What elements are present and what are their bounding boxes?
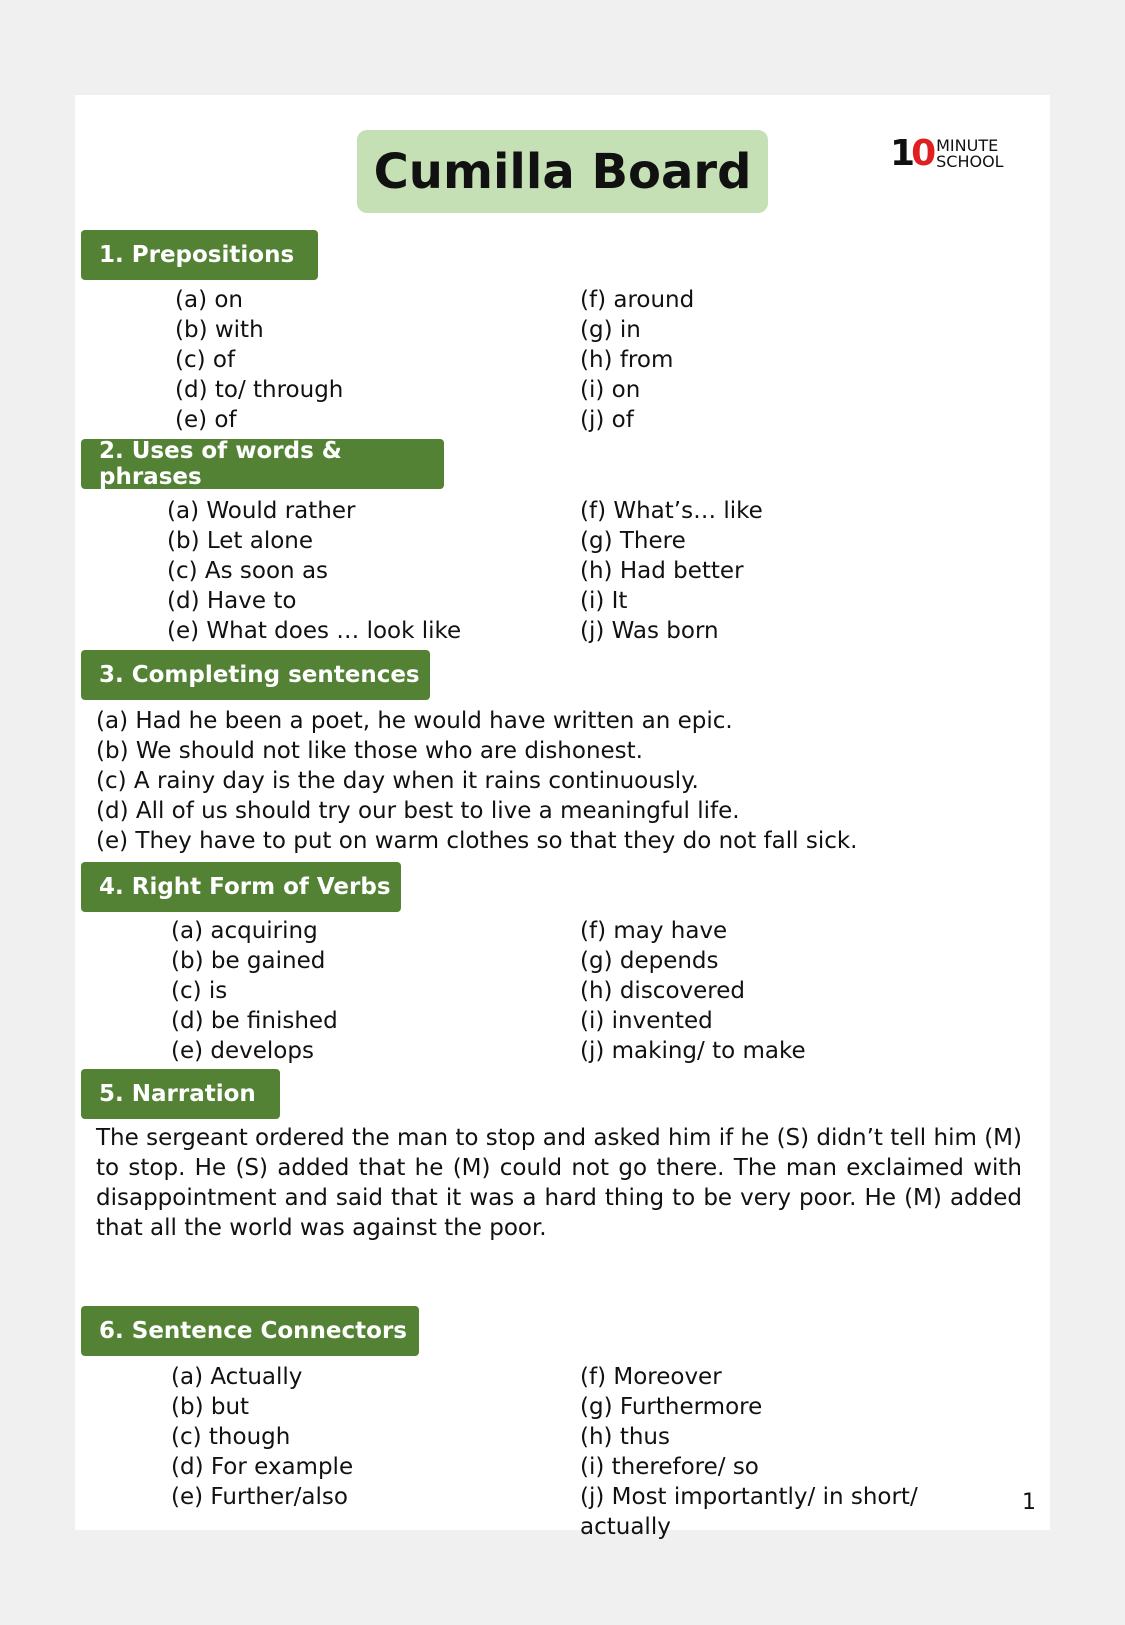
section-heading-narration: 5. Narration xyxy=(81,1069,280,1119)
section-heading-completing-sentences: 3. Completing sentences xyxy=(81,650,430,700)
list-item: (e) develops xyxy=(171,1038,314,1064)
section-heading-right-form-of-verbs: 4. Right Form of Verbs xyxy=(81,862,401,912)
verbs-right-list xyxy=(580,916,806,1066)
list-item: (e) of xyxy=(175,407,237,433)
list-item: (j) of xyxy=(580,407,634,433)
list-item: (b) but xyxy=(171,1394,250,1420)
list-item: (d) to/ through xyxy=(175,377,344,403)
list-item: (g) depends xyxy=(580,948,719,974)
list-item: (e) Further/also xyxy=(171,1484,348,1510)
list-item: (b) Let alone xyxy=(167,528,314,554)
uses-right-list xyxy=(580,496,763,646)
list-item: (d) All of us should try our best to live a meaningful life. xyxy=(96,798,740,824)
list-item: (f) may have xyxy=(580,918,728,944)
list-item: (e) What does … look like xyxy=(167,618,462,644)
list-item: (d) Have to xyxy=(167,588,297,614)
list-item: (a) Had he been a poet, he would have written an epic. xyxy=(96,708,733,734)
prepositions-right-list xyxy=(580,285,694,435)
completing-sentences-list xyxy=(96,706,857,856)
section-heading-uses-of-words: 2. Uses of words & phrases xyxy=(81,439,444,489)
list-item: (g) Furthermore xyxy=(580,1394,763,1420)
section-heading-prepositions: 1. Prepositions xyxy=(81,230,318,280)
page-number: 1 xyxy=(1022,1490,1036,1515)
connectors-left-list xyxy=(171,1362,353,1512)
page-title: Cumilla Board xyxy=(357,130,768,213)
list-item: (e) They have to put on warm clothes so that they do not fall sick. xyxy=(96,828,858,854)
list-item: (b) be gained xyxy=(171,948,326,974)
list-item: (a) Actually xyxy=(171,1364,303,1390)
list-item: (g) There xyxy=(580,528,686,554)
list-item: (h) discovered xyxy=(580,978,745,1004)
list-item: (g) in xyxy=(580,317,641,343)
list-item: (j) making/ to make xyxy=(580,1038,806,1064)
list-item: (b) We should not like those who are dishonest. xyxy=(96,738,643,764)
list-item: (a) Would rather xyxy=(167,498,356,524)
list-item: (f) Moreover xyxy=(580,1364,722,1390)
list-item: (d) be finished xyxy=(171,1008,338,1034)
list-item: (d) For example xyxy=(171,1454,354,1480)
list-item: (f) around xyxy=(580,287,695,313)
list-item: (a) acquiring xyxy=(171,918,318,944)
list-item: (b) with xyxy=(175,317,264,343)
list-item: (h) from xyxy=(580,347,674,373)
list-item: (j) Was born xyxy=(580,618,719,644)
list-item: (a) on xyxy=(175,287,244,313)
10-minute-school-logo: 10 MINUTE SCHOOL xyxy=(890,133,1004,174)
list-item: (h) Had better xyxy=(580,558,744,584)
narration-paragraph: The sergeant ordered the man to stop and asked him if he (S) didn’t tell him (M) to stop. He (S) added that he (M) could not go there. The man exclaimed with disappointment and said that it was a hard thing to be very poor. He (M) added that all the world was against the poor. xyxy=(96,1125,1022,1241)
list-item: (j) Most importantly/ in short/ xyxy=(580,1484,918,1510)
list-item: (c) of xyxy=(175,347,236,373)
list-item: (i) therefore/ so xyxy=(580,1454,759,1480)
verbs-left-list xyxy=(171,916,338,1066)
uses-left-list xyxy=(167,496,461,646)
list-item: (i) It xyxy=(580,588,628,614)
list-item: (c) As soon as xyxy=(167,558,329,584)
list-item: (h) thus xyxy=(580,1424,670,1450)
list-item: (i) invented xyxy=(580,1008,713,1034)
list-item: actually xyxy=(580,1514,671,1540)
list-item: (c) is xyxy=(171,978,228,1004)
connectors-right-list xyxy=(580,1362,918,1542)
list-item: (i) on xyxy=(580,377,641,403)
list-item: (c) A rainy day is the day when it rains continuously. xyxy=(96,768,699,794)
prepositions-left-list xyxy=(175,285,343,435)
list-item: (c) though xyxy=(171,1424,291,1450)
section-heading-sentence-connectors: 6. Sentence Connectors xyxy=(81,1306,419,1356)
list-item: (f) What’s… like xyxy=(580,498,763,524)
